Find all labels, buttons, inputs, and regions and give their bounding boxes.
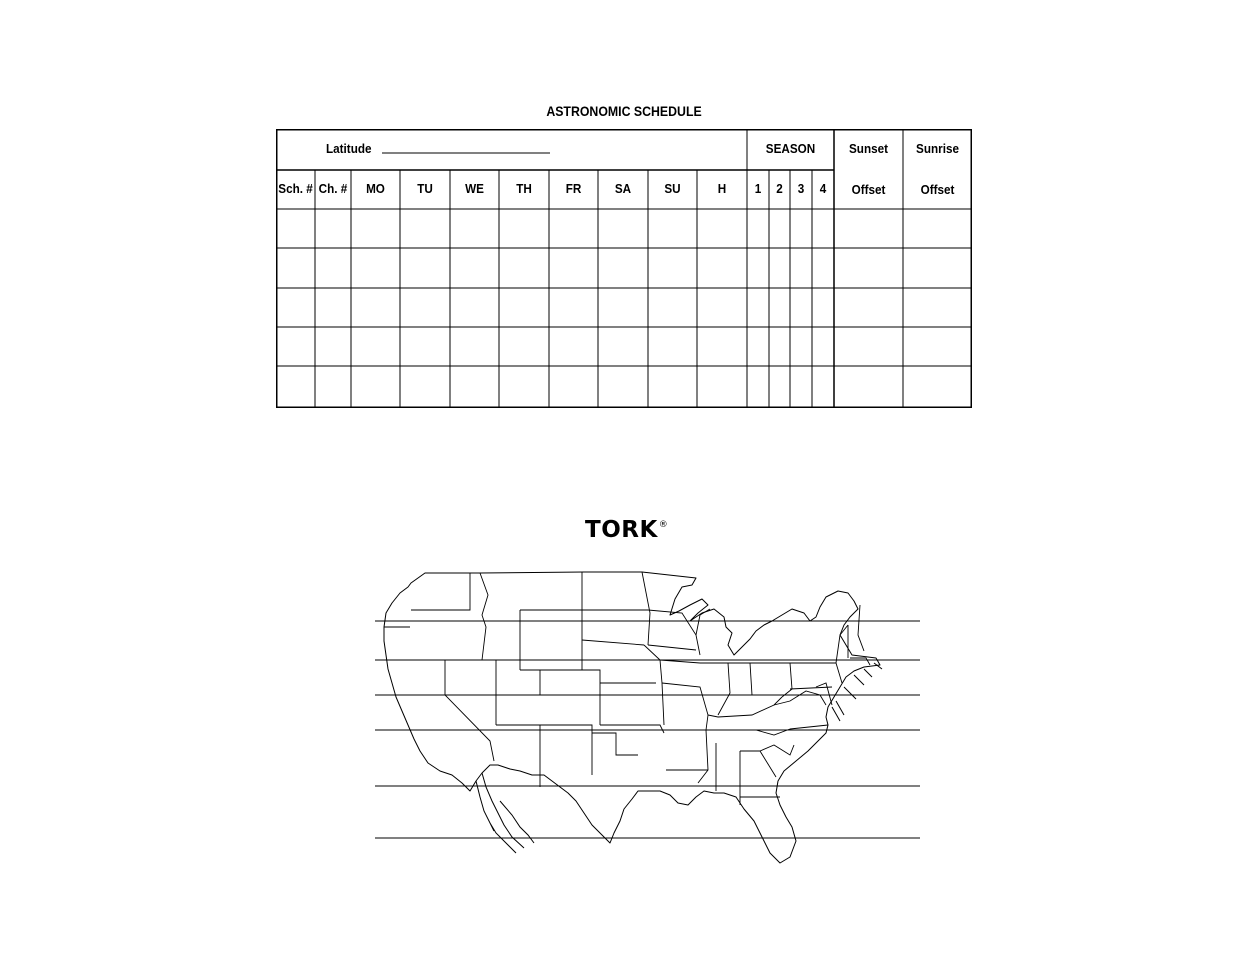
col-header-season-4: 4	[819, 181, 827, 196]
sunset-header: Sunset	[848, 141, 889, 156]
sunset-offset-header: Offset	[851, 182, 886, 197]
sunrise-header: Sunrise	[916, 141, 959, 156]
col-header-sch: Sch. #	[278, 181, 313, 196]
col-header-we: WE	[465, 181, 484, 196]
us-outline	[384, 572, 880, 863]
registered-mark: ®	[658, 520, 669, 530]
brand-name: TORK	[585, 517, 658, 543]
col-header-tu: TU	[417, 181, 433, 196]
col-header-season-2: 2	[776, 181, 783, 196]
tork-logo	[585, 517, 667, 543]
col-header-th: TH	[516, 181, 532, 196]
col-header-sa: SA	[614, 181, 632, 196]
baja-outline	[476, 773, 534, 853]
us-latitude-map	[370, 565, 930, 870]
coast-callouts	[832, 663, 882, 721]
col-header-ch: Ch. #	[318, 181, 348, 196]
schedule-title: ASTRONOMIC SCHEDULE	[546, 103, 702, 119]
col-header-season-3: 3	[797, 181, 805, 196]
col-header-season-1: 1	[754, 181, 762, 196]
state-borders	[384, 572, 870, 805]
season-header: SEASON	[765, 141, 816, 156]
latitude-lines	[375, 621, 920, 838]
sunrise-offset-header: Offset	[920, 182, 955, 197]
table-grid	[276, 129, 972, 408]
col-header-h: H	[717, 181, 727, 196]
col-header-mo: MO	[366, 181, 385, 196]
col-header-su: SU	[664, 181, 681, 196]
col-header-fr: FR	[565, 181, 582, 196]
latitude-label: Latitude	[326, 141, 372, 156]
astronomic-schedule-table	[276, 129, 972, 408]
